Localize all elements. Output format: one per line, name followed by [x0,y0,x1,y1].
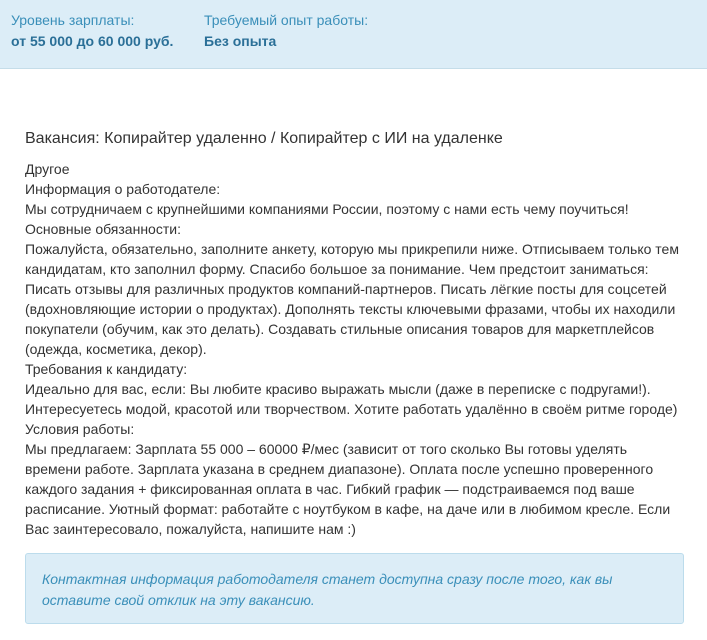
contact-notice-line: оставите свой отклик на эту вакансию. [42,592,315,608]
description-line: Требования к кандидату: [25,361,188,377]
salary-level-block [11,12,173,50]
description-line: Основные обязанности: [25,221,181,237]
contact-info-notice [25,553,684,624]
description-line: Интересуетесь модой, красотой или творчеством. Хотите работать удалённо в своём ритме городе) [25,401,678,417]
description-line: Информация о работодателе: [25,181,221,197]
description-line: каждого задания + фиксированная оплата в час. Гибкий график — подстраиваемся под ваше [25,481,635,497]
salary-panel [0,0,707,69]
vacancy-description [25,159,690,539]
description-line: Другое [25,161,70,177]
description-line: Пожалуйста, обязательно, заполните анкету, которую мы прикрепили ниже. Отписываем только тем [25,241,679,257]
description-line: (одежда, косметика, декор). [25,341,207,357]
vacancy-title: Вакансия: Копирайтер удаленно / Копирайтер с ИИ на удаленке [25,130,503,147]
salary-level-label: Уровень зарплаты: [11,12,135,28]
description-line: времени работе. Зарплата указана в среднем диапазоне). Оплата после успешно проверенного [25,461,654,477]
description-line: Мы сотрудничаем с крупнейшими компаниями России, поэтому с нами есть чему поучиться! [25,201,629,217]
description-line: Писать отзывы для различных продуктов компаний-партнеров. Писать лёгкие посты для соцсетей [25,281,667,297]
description-line: кандидатам, кто заполнил форму. Спасибо большое за понимание. Чем предстоит заниматься: [25,261,649,277]
salary-level-value: от 55 000 до 60 000 руб. [11,33,174,49]
description-line: Идеально для вас, если: Вы любите красиво выражать мысли (даже в переписке с подругами!). [25,381,651,397]
description-line: Мы предлагаем: Зарплата 55 000 – 60000 ₽/мес (зависит от того сколько Вы готовы уделять [25,441,628,457]
experience-value: Без опыта [204,33,277,49]
description-line: расписание. Уютный формат: работайте с ноутбуком в кафе, на даче или в любимом кресле. Если [25,501,671,517]
experience-block [204,12,368,50]
description-line: покупатели (обучим, как это делать). Создавать стильные описания товаров для маркетплейсов [25,321,655,337]
contact-notice-line: Контактная информация работодателя станет доступна сразу после того, как вы [42,571,613,587]
description-line: (вдохновляющие истории о продуктах). Дополнять тексты ключевыми фразами, чтобы их находили [25,301,676,317]
description-line: Условия работы: [25,421,135,437]
description-line: Вас заинтересовало, пожалуйста, напишите нам :) [25,521,356,537]
experience-label: Требуемый опыт работы: [204,12,369,28]
